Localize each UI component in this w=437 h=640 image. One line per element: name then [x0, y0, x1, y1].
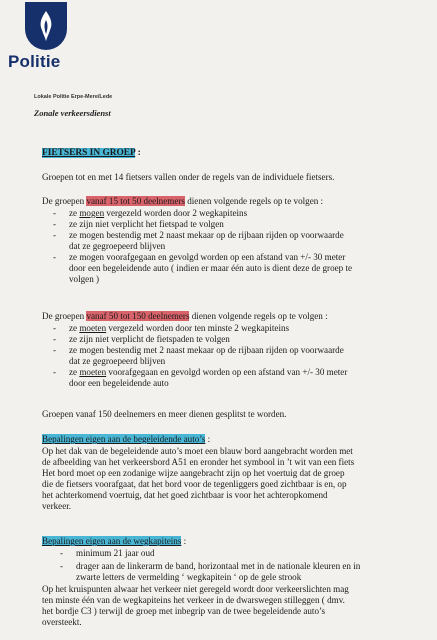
subheading-colon: :	[183, 536, 187, 546]
police-flame-logo-icon	[25, 2, 67, 50]
dash: -	[60, 548, 64, 558]
item-text: ze mogen bestendig met 2 naast mekaar op de rijbaan rijden op voorwaarde	[69, 345, 344, 355]
paragraph-line: Het bord moet op een zodanige wijze aangebracht zijn op het voertuig dat de groep	[42, 468, 345, 478]
section1-intro	[42, 196, 323, 207]
item-continuation: door een begeleidende auto ( indien er maar één auto is dient deze de groep te	[69, 263, 353, 273]
item-text: ze zijn niet verplicht de fietspaden te volgen	[69, 334, 230, 344]
paragraph-line: die de fietsers voorafgaat, dat het bord voor de tegenliggers goed zichtbaar is en, op	[42, 479, 347, 489]
title-text: FIETSERS IN GROEP	[42, 148, 136, 158]
logo-text: Politie	[8, 52, 61, 71]
item-text: ze mogen bestendig met 2 naast mekaar op de rijbaan rijden op voorwaarde	[69, 230, 344, 240]
s1-pre: De groepen	[42, 196, 87, 206]
paragraph-line: verkeer.	[42, 501, 72, 511]
item-text: ze	[69, 323, 80, 333]
section-title	[42, 148, 141, 158]
section3-paragraph: Groepen vanaf 150 deelnemers en meer dienen gesplitst te worden.	[42, 409, 287, 419]
paragraph-line: het bordje C3 ) terwijl de groep met inbegrip van de twee begeleidende auto’s	[42, 606, 326, 616]
item-continuation: zwarte letters de vermelding ‘ wegkapitein ‘ op de gele strook	[76, 572, 302, 582]
paragraph-line: ten minste één van de wegkapiteins het verkeer in de dwarswegen stilleggen ( dmv.	[42, 595, 345, 605]
police-logo	[8, 2, 70, 82]
item-text: voorafgegaan en gevolgd worden op een afstand van +/- 30 meter	[106, 367, 348, 377]
paragraph-line: Op het kruispunten alwaar het verkeer niet geregeld wordt door verkeerslichten mag	[42, 584, 349, 594]
s2-post: dienen volgende regels op te volgen :	[189, 311, 328, 321]
dash: -	[53, 367, 57, 377]
office-name: Lokale Politie Erpe-Mere/Lede	[34, 94, 113, 100]
subheading-colon: :	[207, 434, 211, 444]
paragraph-line: het achterkomend voertuig, dat het goed zichtbaar is voor het achteropkomend	[42, 490, 328, 500]
title-colon: :	[137, 148, 141, 158]
dash: -	[53, 219, 57, 229]
item-underlined: moeten	[79, 323, 107, 333]
subheading-escort-cars	[42, 434, 210, 445]
item-text: ze zijn niet verplicht het fietspad te volgen	[69, 219, 224, 229]
paragraph-line: de afbeelding van het verkeersbord A51 en eronder het symbool in ’t wit van een fiets	[42, 457, 355, 467]
intro-paragraph: Groepen tot en met 14 fietsers vallen onder de regels van de individuele fietsers.	[42, 172, 335, 182]
dash: -	[53, 252, 57, 262]
item-continuation: dat ze gegroepeerd blijven	[69, 356, 166, 366]
item-underlined: mogen	[79, 208, 105, 218]
paragraph-line: Op het dak van de begeleidende auto’s moet een blauw bord aangebracht worden met	[42, 446, 353, 456]
item-text: ze	[69, 208, 80, 218]
s1-post: dienen volgende regels op te volgen :	[184, 196, 324, 206]
subheading-text: Bepalingen eigen aan de begeleidende auto’s	[42, 434, 206, 444]
s1-highlight: vanaf 15 tot 50 deelnemers	[86, 196, 185, 206]
item-text: vergezeld worden door 2 wegkapiteins	[104, 208, 248, 218]
dash: -	[53, 230, 57, 240]
dash: -	[53, 208, 57, 218]
dash: -	[53, 345, 57, 355]
subheading-road-captains	[42, 536, 186, 547]
s2-highlight: vanaf 50 tot 150 deelnemers	[86, 311, 190, 321]
paragraph-line: oversteekt.	[42, 617, 82, 627]
item-text: ze	[69, 367, 80, 377]
item-continuation: door een begeleidende auto	[69, 378, 169, 388]
item-text: drager aan de linkerarm de band, horizontaal met in de nationale kleuren en in	[76, 561, 361, 571]
item-continuation: volgen )	[69, 274, 100, 284]
service-name: Zonale verkeersdienst	[34, 108, 111, 118]
item-text: minimum 21 jaar oud	[76, 548, 155, 558]
section2-intro	[42, 311, 328, 322]
item-underlined: moeten	[79, 367, 107, 377]
dash: -	[60, 561, 64, 571]
dash: -	[53, 323, 57, 333]
subheading-text: Bepalingen eigen aan de wegkapiteins	[42, 536, 182, 546]
item-text: ze mogen voorafgegaan en gevolgd worden op een afstand van +/- 30 meter	[69, 252, 346, 262]
item-continuation: dat ze gegroepeerd blijven	[69, 241, 166, 251]
item-text: vergezeld worden door ten minste 2 wegkapiteins	[106, 323, 290, 333]
s2-pre: De groepen	[42, 311, 87, 321]
dash: -	[53, 334, 57, 344]
